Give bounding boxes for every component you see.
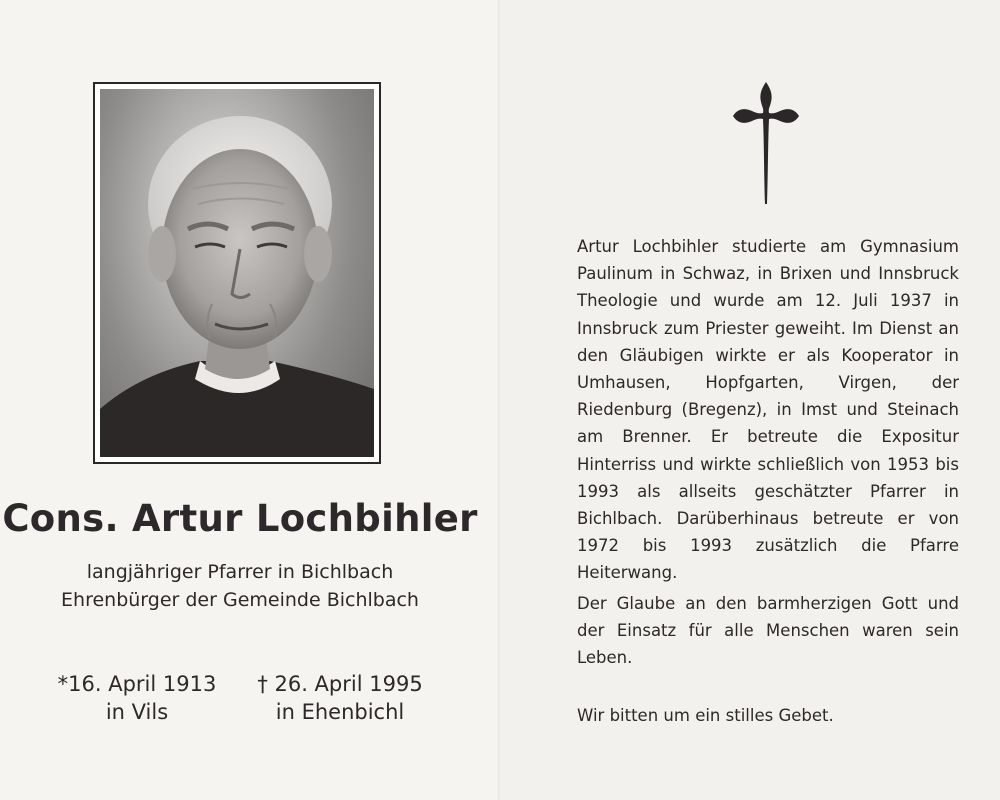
role-line: langjähriger Pfarrer in Bichlbach: [86, 561, 394, 583]
portrait-frame: [93, 82, 381, 464]
biography-paragraph: Artur Lochbihler studierte am Gymnasium Paulinum in Schwaz, in Brixen und Innsbruck Theologie und wurde am 12. Juli 1937 in Innsbruck zum Priester geweiht. Im Dienst an den Gläubigen wirkte er als Kooperator in Umhausen, Hopfgarten, Virgen, der Riedenburg (Bregenz), in Imst und Steinach am Brenner. Er betreute die Expositur Hinterriss und wirkte schließlich von 1953 bis 1993 als allseits geschätzter Pfarrer in Bichlbach. Darüberhinaus betreute er von 1972 bis 1993 zusätzlich die Pfarre Heiterwang.: [577, 237, 959, 583]
death-place: in Ehenbichl: [275, 700, 405, 724]
prayer-request: Wir bitten um ein stilles Gebet.: [577, 706, 834, 725]
death-date: † 26. April 1995: [257, 672, 423, 696]
portrait-photo: [100, 89, 374, 457]
honor-line: Ehrenbürger der Gemeinde Bichlbach: [61, 589, 419, 611]
cross-icon: [730, 80, 802, 206]
deceased-name: Cons. Artur Lochbihler: [2, 497, 478, 540]
birth-place: in Vils: [105, 700, 169, 724]
portrait-illustration: [100, 89, 374, 457]
faith-paragraph: Der Glaube an den barmherzigen Gott und der Einsatz für alle Menschen waren sein Leben.: [577, 594, 959, 668]
birth-date: *16. April 1913: [57, 672, 217, 696]
